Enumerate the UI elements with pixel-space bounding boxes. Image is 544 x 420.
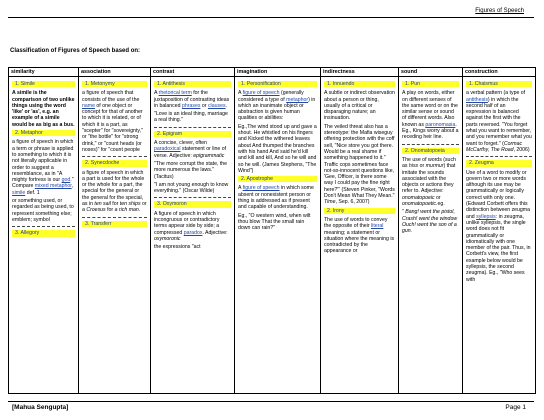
link-paradox[interactable]: paradox	[183, 229, 203, 236]
divider	[12, 226, 75, 227]
term-transferred-epithet: 3. Transferr	[82, 221, 147, 227]
term-metonymy: 1. Metonymy	[82, 81, 147, 87]
antithesis-definition: A rhetorical term for the juxtaposition of contrasting ideas in balanced phrases or clauses.	[154, 90, 230, 109]
divider	[466, 156, 532, 157]
oxymoron-definition: A figure of speech in which incongruous or contradictory terms appear side by side; a compressed paradox. Adjective: oxymoronic	[154, 210, 228, 242]
link-simile[interactable]: simile	[12, 189, 26, 196]
epigram-definition: A concise, clever, often paradoxical statement or line of verse. Adjective: epigrammatic	[154, 140, 227, 159]
term-synecdoche: 2. Synecdoche	[82, 160, 147, 166]
column-head-indirectness: indirectness	[321, 68, 398, 77]
column-body-imagination	[235, 77, 320, 393]
column-imagination	[235, 68, 321, 393]
metaphor-definition-2: or something used, or regarded as being used, to represent something else; emblem; symbol	[12, 198, 74, 223]
classification-table	[8, 67, 536, 394]
link-rhetorical-term[interactable]: rhetorical term	[158, 90, 192, 97]
link-phrases[interactable]: phrases	[181, 102, 201, 109]
chaismus-definition: a verbal pattern (a type of antithesis) in which the second half of an expression is balanced against the first with the parts reversed. "You forget what you want to remember, and you remember what you want to forget." (Cormac McCarthy, The Road, 2006)	[466, 90, 532, 153]
running-header: Figures of Speech	[475, 8, 524, 14]
column-body-construction	[463, 77, 535, 393]
onomatopoeia-example: " Bang! went the pistol, Crash! went the window Ouch! went the son of a gun.	[402, 209, 458, 235]
footer-rule	[8, 401, 534, 402]
column-contrast	[151, 68, 235, 393]
link-figure-of-speech[interactable]: figure of speech	[242, 90, 280, 97]
column-head-association: association	[79, 68, 150, 77]
link-figure-of-speech-2[interactable]: figure of speech	[242, 185, 280, 192]
onomatopoeia-definition: The use of words (such as hiss or murmur) that imitate the sounds associated with the objects or actions they refer to. Adjective: onomatopoeic or onomatopoetic.eg.	[402, 156, 456, 208]
synecdoche-definition: a figure of speech in which a part is used for the whole or the whole for a part, the special for the general or the general for the special, as in ten sail for ten ships or a Croesus for a rich man.	[82, 169, 147, 214]
term-apostrophe: 2. Apostrophe	[238, 176, 317, 182]
divider	[402, 144, 459, 145]
link-antithesis[interactable]: antithesis	[466, 96, 488, 103]
link-clauses[interactable]: clauses	[207, 102, 226, 109]
term-pun: 1. Pun	[402, 81, 459, 87]
simile-definition: A simile is the comparison of two unlike things using the word 'like' or 'as', e.g. an example of a simile would be as big as a bus.	[12, 90, 75, 128]
column-body-association	[79, 77, 150, 393]
metaphor-definition: a figure of speech in which a term or phrase is applied to something to which it is not literally applicable in order to suggest a resemblance, as in "A mighty fortress is our god." Compare mixed metaphor, simile def. 1	[12, 139, 74, 196]
term-oxymoron: 3. Oxymoron	[154, 201, 231, 207]
link-mixed-metaphor[interactable]: mixed metaphor	[34, 183, 72, 190]
pun-definition: A play on words, either on different senses of the same word or on the similar sense or sound of different words. Also known as paronomasia. Eg., Kings worry about a receding heir line.	[402, 90, 459, 141]
epigram-example-1: "The more corrupt the state, the more numerous the laws." (Tacitus)	[154, 160, 228, 180]
link-paradoxical[interactable]: paradoxical	[154, 146, 181, 153]
divider	[82, 156, 147, 157]
column-similarity	[9, 68, 79, 393]
oxymoron-example: the expressions "act	[154, 244, 201, 251]
zeugma-definition: Use of a word to modify or govern two or more words although its use may be grammatically or logically correct with only one. (Edward Corbett offers this distinction between zeugma and syllepsis: in zeugma, unlike syllepsis, the single word does not fit grammatically or idiomatically with one member of the pair. Thus, in Corbett's view, the first example below would be syllepsis, the second zeugma). Eg., "Who sees with	[466, 169, 531, 283]
footer-author: [Mahua Sengupta]	[12, 404, 69, 411]
apostrophe-definition: A figure of speech in which some absent or nonexistent person or thing is addressed as if present and capable of understanding.	[238, 185, 314, 211]
column-body-similarity	[9, 77, 78, 393]
column-head-similarity: similarity	[9, 68, 78, 77]
column-body-indirectness	[321, 77, 398, 393]
document-title: Classification of Figures of Speech based on:	[10, 48, 141, 54]
term-zeugma: 2. Zeugma	[466, 160, 532, 166]
metonymy-definition: a figure of speech that consists of the use of the name of one object or concept for that of another to which it is related, or of which it is a part, as "scepter" for "sovereignty," or "the bottle" for "strong drink," or "count heads (or noses)" for "count people	[82, 90, 143, 153]
link-paronomasia[interactable]: paronomasia	[425, 121, 456, 128]
link-literal[interactable]: literal	[371, 223, 384, 230]
epigram-example-2: "I am not young enough to know everything." (Oscar Wilde)	[154, 181, 229, 195]
irony-definition: The use of words to convey the opposite of their literal meaning; a statement or situation where the meaning is contradicted by the appearance or	[324, 216, 395, 255]
column-construction	[463, 68, 535, 393]
term-allegory: 3. Allegory	[12, 230, 75, 236]
term-innuendo: 1. Innuendo	[324, 81, 395, 87]
apostrophe-example: Eg., "O western wind, when wilt thou blow That the small rain down can rain?"	[238, 212, 311, 232]
link-name[interactable]: name	[82, 102, 95, 109]
personification-example: Eg.,The wind stood up and gave a shout. He whistled on his fingers and Kicked the withered leaves about And thumped the branches with his hand And said he'd kill and kill and kill, And so he will and so he will. (James Stephens, "The Wind")	[238, 123, 317, 174]
column-body-sound	[399, 77, 462, 393]
link-god[interactable]: god	[61, 177, 71, 184]
term-onomatopoeia: 2. Onomatopoeia	[402, 148, 459, 154]
term-chaismus: 1. Chaismus	[466, 81, 532, 87]
term-epigram: 2. Epigram	[154, 131, 231, 137]
antithesis-example: "Love is an ideal thing, marriage a real thing."	[154, 111, 228, 124]
column-association	[79, 68, 151, 393]
innuendo-definition: A subtle or indirect observation about a person or thing, usually of a critical or disparaging nature; an insinuation.	[324, 90, 395, 122]
column-head-sound: sound	[399, 68, 462, 77]
column-head-construction: construction	[463, 68, 535, 77]
link-metaphor[interactable]: metaphor	[286, 96, 309, 103]
column-head-imagination: imagination	[235, 68, 320, 77]
column-body-contrast	[151, 77, 234, 393]
term-metaphor: 2. Metaphor	[12, 130, 75, 136]
term-simile: 1. Simile	[12, 81, 75, 87]
innuendo-example: The veiled threat also has a stereotype: the Mafia wiseguy offering protection with the coff sell, "Nice store you got there. Would be a real shame if something happened to it." Traffic cops sometimes face not-so-innocent questions like, 'Gee, Officer, is there some way I could pay the fine right here?'" (Steven Pinker, "Words Don't Mean What They Mean." Time, Sep. 6, 2007)	[324, 123, 395, 206]
divider	[82, 217, 147, 218]
term-personification: 1. Personification	[238, 81, 317, 87]
column-head-contrast: contrast	[151, 68, 234, 77]
link-syllepsis[interactable]: syllepsis	[476, 213, 496, 220]
term-irony: 2. Irony	[324, 208, 395, 214]
divider	[154, 127, 231, 128]
divider	[154, 197, 231, 198]
term-antithesis: 1. Antithesis	[154, 81, 231, 87]
footer-page-number: Page 1	[505, 404, 526, 411]
column-sound	[399, 68, 463, 393]
personification-definition: A figure of speech (generally considered a type of metaphor) in which an inanimate object or abstraction is given human qualities or abilities:	[238, 90, 316, 122]
column-indirectness	[321, 68, 399, 393]
header-rule	[8, 17, 534, 18]
